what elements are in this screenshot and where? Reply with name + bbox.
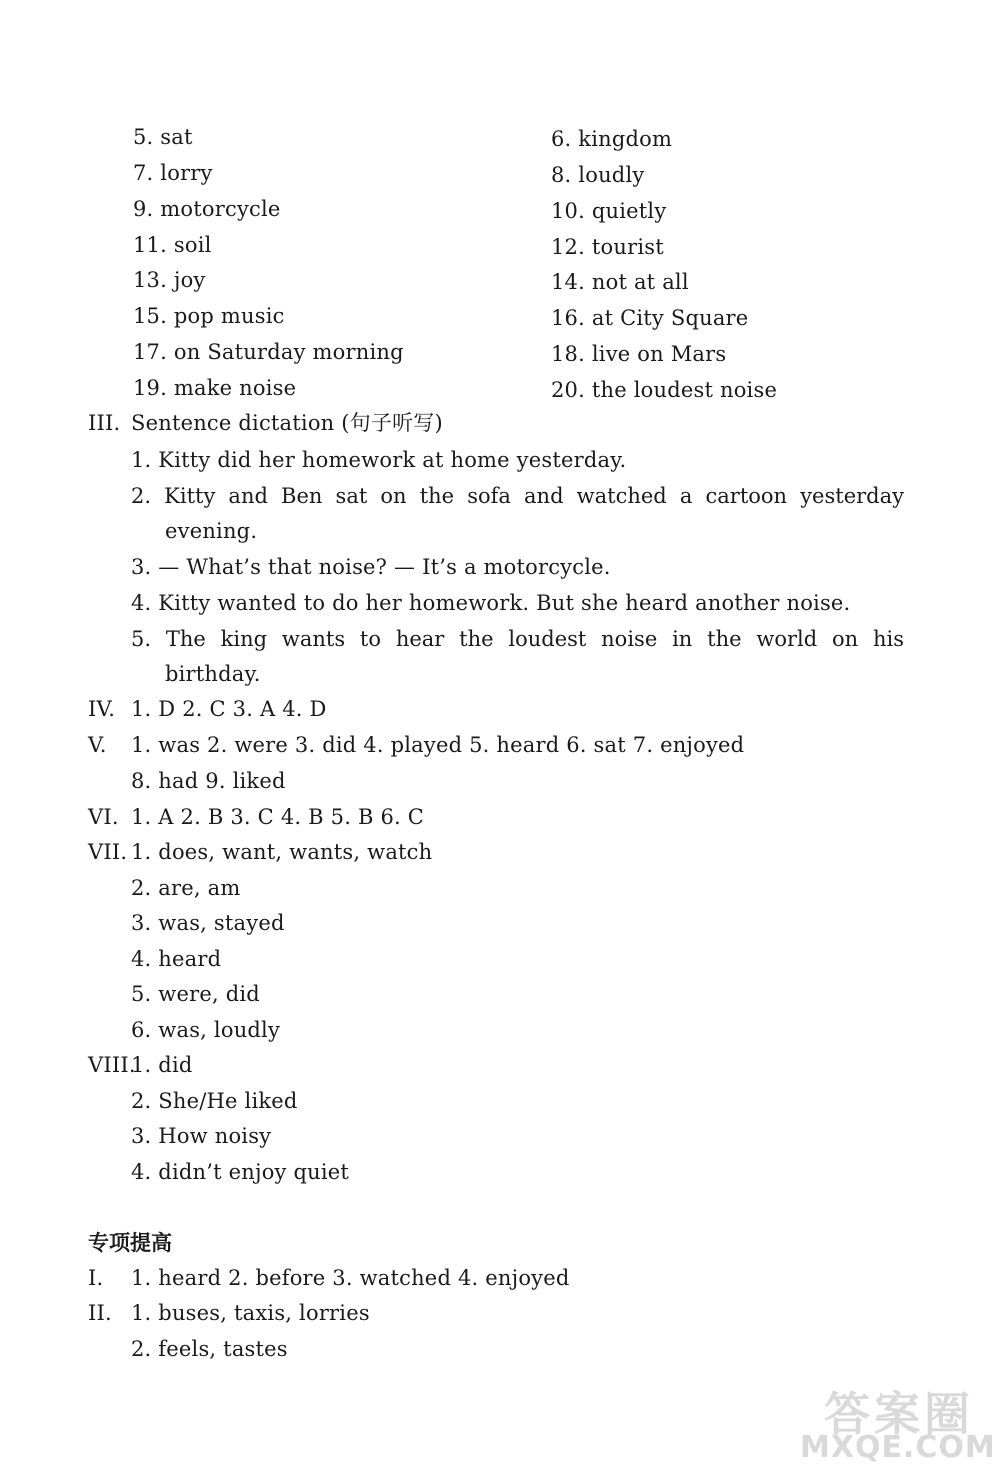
section-6-answers: 1. A 2. B 3. C 4. B 5. B 6. C [131, 805, 425, 829]
section-4-answers: 1. D 2. C 3. A 4. D [131, 697, 327, 721]
section-8-item: 4. didn’t enjoy quiet [131, 1160, 350, 1184]
vocab-item-9: 9. motorcycle [133, 197, 281, 221]
section-5-numeral: V. [88, 733, 107, 757]
vocab-item-12: 12. tourist [551, 235, 664, 259]
section-4-numeral: IV. [88, 697, 116, 721]
section-7-item: 2. are, am [131, 876, 241, 900]
vocab-item-17: 17. on Saturday morning [133, 340, 404, 364]
vocab-item-7: 7. lorry [133, 161, 213, 185]
sentence-5-line-1: 5. The king wants to hear the loudest noise in the world on his [131, 627, 904, 651]
section-5-answers-line-1: 1. was 2. were 3. did 4. played 5. heard 6. sat 7. enjoyed [131, 733, 745, 757]
section-3-numeral: III. [88, 411, 121, 435]
section-7-item: 6. was, loudly [131, 1018, 281, 1042]
section-8-item: 3. How noisy [131, 1124, 272, 1148]
section-3-title: Sentence dictation (句子听写) [131, 411, 443, 435]
section-7-numeral: VII. [88, 840, 128, 864]
sentence-1: 1. Kitty did her homework at home yesterday. [131, 448, 627, 472]
sentence-5-line-2: birthday. [165, 662, 261, 686]
sentence-2-line-2: evening. [165, 519, 258, 543]
sentence-4: 4. Kitty wanted to do her homework. But she heard another noise. [131, 591, 851, 615]
special-2-item-1: 1. buses, taxis, lorries [131, 1301, 370, 1325]
section-5-answers-line-2: 8. had 9. liked [131, 769, 286, 793]
section-8-item: 2. She/He liked [131, 1089, 298, 1113]
vocab-item-14: 14. not at all [551, 270, 689, 294]
watermark-logo [800, 1378, 995, 1466]
special-1-answers: 1. heard 2. before 3. watched 4. enjoyed [131, 1266, 570, 1290]
watermark-url: MXQE.COM [800, 1430, 996, 1465]
special-2-item-2: 2. feels, tastes [131, 1337, 288, 1361]
sentence-2-line-1: 2. Kitty and Ben sat on the sofa and watched a cartoon yesterday [131, 484, 904, 508]
vocab-item-15: 15. pop music [133, 304, 285, 328]
section-6-numeral: VI. [88, 805, 119, 829]
vocab-item-20: 20. the loudest noise [551, 378, 778, 402]
section-7-item: 4. heard [131, 947, 222, 971]
vocab-item-6: 6. kingdom [551, 127, 673, 151]
watermark-text: 答案圈 [824, 1387, 974, 1441]
vocab-item-16: 16. at City Square [551, 306, 749, 330]
vocab-item-13: 13. joy [133, 268, 206, 292]
vocab-item-18: 18. live on Mars [551, 342, 727, 366]
section-7-item: 5. were, did [131, 982, 260, 1006]
sentence-3: 3. — What’s that noise? — It’s a motorcycle. [131, 555, 611, 579]
vocab-item-19: 19. make noise [133, 376, 297, 400]
section-7-item: 3. was, stayed [131, 911, 285, 935]
vocab-item-5: 5. sat [133, 125, 193, 149]
special-1-numeral: I. [88, 1266, 104, 1290]
section-8-numeral: VIII. [88, 1053, 136, 1077]
special-2-numeral: II. [88, 1301, 112, 1325]
section-7-item: 1. does, want, wants, watch [131, 840, 433, 864]
vocab-item-8: 8. loudly [551, 163, 645, 187]
vocab-item-10: 10. quietly [551, 199, 667, 223]
section-8-item: 1. did [131, 1053, 193, 1077]
special-section-heading: 专项提高 [88, 1231, 172, 1255]
vocab-item-11: 11. soil [133, 233, 212, 257]
